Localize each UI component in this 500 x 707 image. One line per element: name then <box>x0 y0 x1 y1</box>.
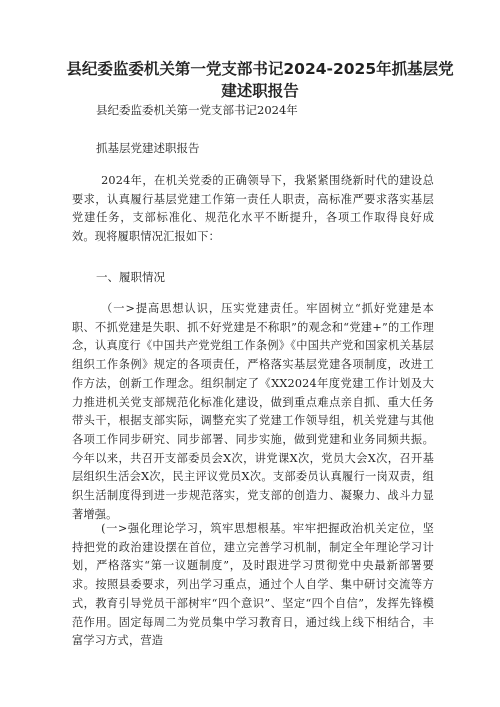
intro-paragraph: 2024年，在机关党委的正确领导下，我紧紧围绕新时代的建设总要求，认真履行基层党建工作第一责任人职责，高标准严要求落实基层党建任务，支部标准化、规范化水平不断提升，各项工作取得良好成效。现将履职情况汇报如下： <box>72 174 434 244</box>
report-heading: 抓基层党建述职报告 <box>96 141 200 155</box>
section-heading: 一、履职情况 <box>96 270 165 284</box>
body-paragraph: （一>提高思想认识，压实党建责任。牢固树立“抓好党建是本职、不抓党建是失职、抓不好党建是不称职”的观念和“党建+”的工作理念，认真度行《中国共产党党组工作条例》《中国共产党和国家机关基层组织工作条例》规定的各项责任，严格落实基层党建各项制度，改进工作方法，创新工作理念。组织制定了《XX2024年度党建工作计划及大力推进机关党支部规范化标准化建设，做到重点难点亲自抓、重大任务带头干，根据支部实际，调整充实了党建工作领导组，机关党建与其他各项工作同步研究、同步部署、同步实施，做到党建和业务同频共振。今年以来，共召开支部委员会X次，讲党课X次，党员大会X次，召开基层组织生活会X次，民主评议党员X次。支部委员认真履行一岗双责，组织生活制度得到进一步规范落实，党支部的创造力、凝聚力、战斗力显著增强。 <box>72 302 434 521</box>
document-title: 县纪委监委机关第一党支部书记2024-2025年抓基层党建述职报告 <box>66 60 454 100</box>
body-paragraph: (一>强化理论学习，筑牢思想根基。牢牢把握政治机关定位，坚持把党的政治建设摆在首位，建立完善学习机制，制定全年理论学习计划，严格落实“第一议题制度”，及时跟进学习贯彻党中央最新部署要求。按照县委要求，列出学习重点，通过个人自学、集中研讨交流等方式，教育引导党员干部树牢“四个意识”、坚定“四个自信”，发挥先锋模范作用。固定每周二为党员集中学习教育日，通过线上线下相结合，丰富学习方式，营造 <box>72 522 434 648</box>
document-subtitle: 县纪委监委机关第一党支部书记2024年 <box>96 103 298 117</box>
